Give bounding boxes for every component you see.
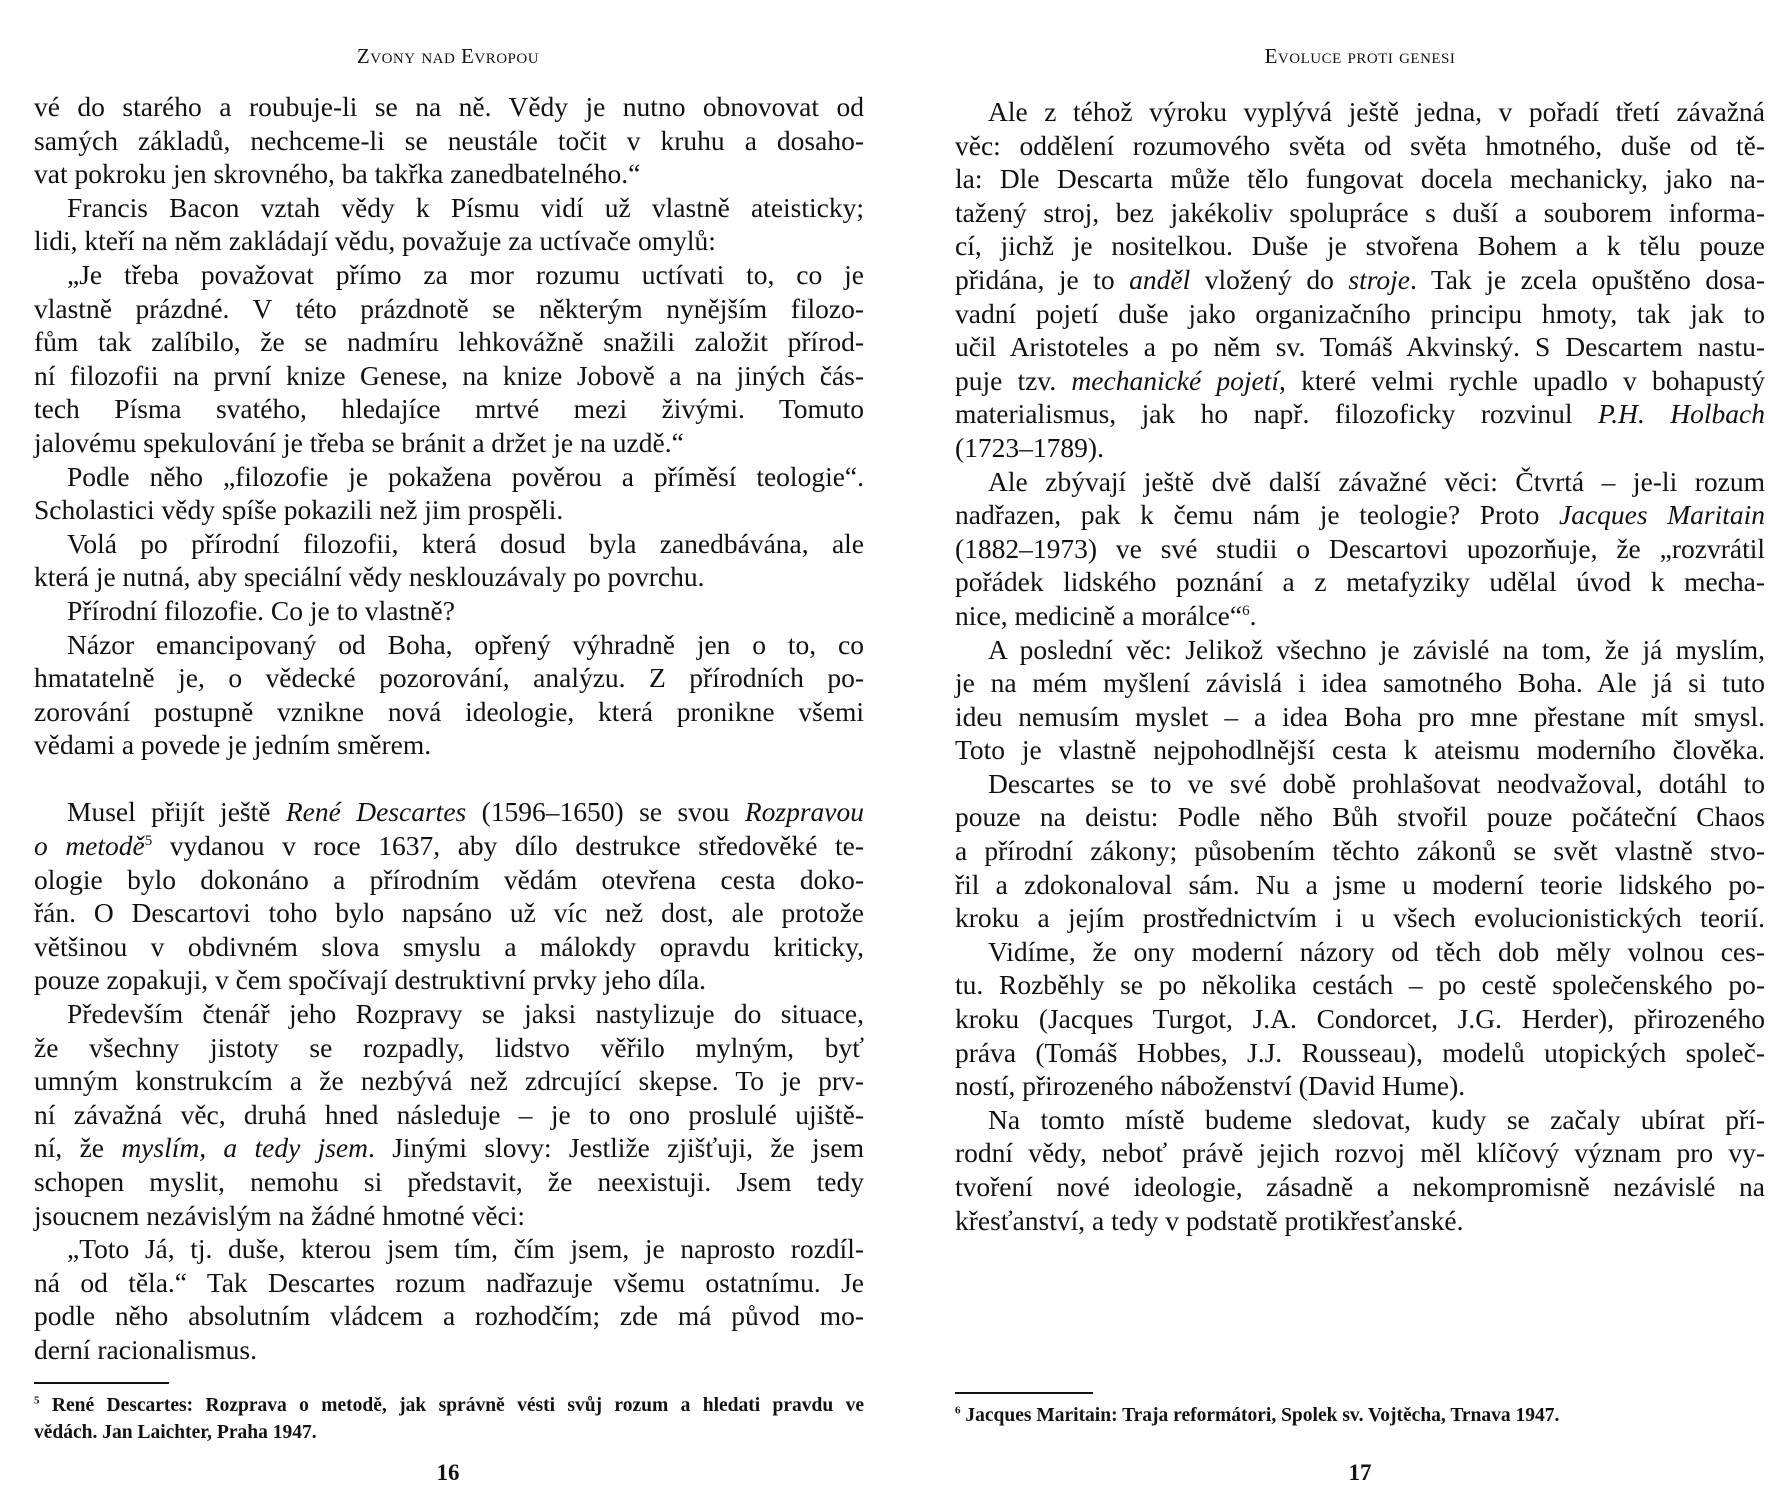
- text-line: ideu nemusím myslet – a idea Boha pro mne přestane mít smysl.: [955, 700, 1765, 732]
- text-line: řil a zdokonaloval sám. Nu a jsme u moderní teorie lidského po-: [955, 868, 1765, 900]
- text-line: umným konstrukcím a že nezbývá než zdrcující skepse. To je prv-: [34, 1065, 864, 1097]
- text-run: (1596–1650) se svou: [466, 796, 745, 828]
- text-line: schopen myslit, nemohu si představit, že neexistuji. Jsem tedy: [34, 1166, 864, 1197]
- text-line: Ale z téhož výroku vyplývá ještě jedna, v pořadí třetí závažná: [988, 96, 1765, 127]
- text-line: ností, přirozeného náboženství (David Hume).: [955, 1070, 1466, 1102]
- text-run: nadřazen, pak k čemu nám je teologie? Proto: [955, 499, 1559, 531]
- text-run: puje tzv.: [955, 364, 1072, 396]
- italic-run: Rozpravou: [744, 796, 864, 828]
- text-line: la: Dle Descarta může tělo fungovat docela mechanicky, jako na-: [955, 163, 1765, 195]
- text-line: Především čtenář jeho Rozpravy se jaksi nastylizuje do situace,: [67, 998, 864, 1030]
- italic-run: mechanické pojetí: [1071, 364, 1280, 396]
- running-head: Evoluce proti genesi: [1264, 44, 1456, 68]
- text-line: Descartes se to ve své době prohlašovat neodvažoval, dotáhl to: [988, 767, 1765, 799]
- text-line: [34, 829, 864, 863]
- running-head: Zvony nad Evropou: [356, 44, 540, 68]
- text-line: vědami a povede je jedním směrem.: [34, 729, 432, 761]
- italic-run: anděl: [1129, 263, 1191, 295]
- page-number: 16: [436, 1460, 460, 1485]
- text-line: [955, 397, 1765, 431]
- text-line: [34, 1131, 864, 1165]
- text-line: Názor emancipovaný od Boha, opřený výhradně jen o to, co: [67, 628, 864, 660]
- footnote-line: [955, 1402, 1765, 1429]
- text-run: Musel přijít ještě: [67, 796, 286, 828]
- text-line: pořádek lidského poznání a z metafyziky udělal úvod k mecha-: [955, 566, 1765, 598]
- text-line: tažený stroj, bez jakékoliv spolupráce s duší a souborem informa-: [955, 196, 1765, 228]
- text-line: [955, 498, 1765, 532]
- italic-run: myslím, a tedy jsem: [121, 1132, 368, 1164]
- text-run: vložený do: [1190, 263, 1349, 295]
- text-line: pouze zopakuji, v čem spočívají destruktivní prvky jeho díla.: [34, 964, 707, 996]
- italic-run: o metodě: [34, 830, 145, 862]
- text-line: Ale zbývají ještě dvě další závažné věci: Čtvrtá – je-li rozum: [988, 465, 1765, 497]
- right-page: [890, 0, 1780, 1500]
- text-run: vydanou v roce 1637, aby dílo destrukce středověké te-: [152, 830, 864, 862]
- text-line: (1882–1973) ve své studii o Descartovi upozorňuje, že „rozvrátil: [955, 532, 1765, 564]
- text-line: [955, 263, 1765, 297]
- text-line: derní racionalismus.: [34, 1333, 257, 1365]
- text-line: křesťanství, a tedy v podstatě protikřesťanské.: [955, 1204, 1464, 1236]
- footnote-marker: 6: [1242, 602, 1250, 619]
- text-line: tvoření nové ideologie, zásadně a nekompromisně nezávislé na: [955, 1171, 1765, 1202]
- footnote-rule: [34, 1382, 169, 1384]
- text-line: kroku a jejím prostřednictvím i u všech evolucionistických teorií.: [955, 902, 1765, 934]
- text-line: ologie bylo dokonáno a přírodním vědám otevřena cesta doko-: [34, 863, 864, 895]
- text-run: , které velmi rychle upadlo v bohapustý: [1279, 364, 1765, 396]
- text-line: ní závažná věc, druhá hned následuje – je to ono proslulé ujiště-: [34, 1098, 864, 1130]
- text-line: práva (Tomáš Hobbes, J.J. Rousseau), modelů utopických společ-: [955, 1036, 1765, 1068]
- text-line: vadní pojetí duše jako organizačního principu hmoty, tak jak to: [955, 297, 1765, 329]
- body-text: [34, 90, 864, 1367]
- footnote-number: 5: [34, 1394, 40, 1407]
- italic-run: René Descartes: [285, 796, 467, 828]
- text-line: Scholastici vědy spíše pokazili než jim prospěli.: [34, 494, 564, 526]
- text-line: cí, jichž je nositelkou. Duše je stvořena Bohem a k tělu pouze: [955, 230, 1765, 262]
- text-line: věc: oddělení rozumového světa od světa hmotného, duše od tě-: [955, 129, 1765, 161]
- text-line: Přírodní filozofie. Co je to vlastně?: [67, 594, 455, 626]
- text-line: Vidíme, že ony moderní názory od těch dob měly volnou ces-: [988, 935, 1765, 967]
- text-line: podle něho absolutním vládcem a rozhodčím; zde má původ mo-: [34, 1300, 864, 1332]
- text-line: tech Písma svatého, hledajíce mrtvé mezi živými. Tomuto: [34, 393, 864, 425]
- paragraph-gap: [34, 762, 864, 796]
- text-line: „Toto Já, tj. duše, kterou jsem tím, čím jsem, je naprosto rozdíl-: [67, 1233, 864, 1265]
- text-line: hmatatelně je, o vědecké pozorování, analýzu. Z přírodních po-: [34, 662, 864, 694]
- text-line: jsoucnem nezávislým na žádné hmotné věci:: [34, 1199, 526, 1231]
- text-line: ní filozofii na první knize Genese, na knize Jobově a na jiných čás-: [34, 359, 864, 391]
- text-line: „Je třeba považovat přímo za mor rozumu uctívati to, co je: [67, 258, 864, 290]
- text-line: vat pokroku jen skrovného, ba takřka zanedbatelného.“: [34, 158, 641, 190]
- text-line: tu. Rozběhly se po několika cestách – po cestě společenského po-: [955, 969, 1765, 1001]
- footnotes: [34, 1382, 864, 1446]
- text-line: Francis Bacon vztah vědy k Písmu vidí už vlastně ateisticky;: [67, 191, 864, 223]
- footnote-text: vědách. Jan Laichter, Praha 1947.: [34, 1422, 317, 1443]
- text-line: řán. O Descartovi toho bylo napsáno už víc než dost, ale protože: [34, 897, 864, 929]
- text-line: samých základů, nechceme-li se neustále točit v kruhu a dosaho-: [34, 124, 864, 156]
- text-line: vlastně prázdné. V této prázdnotě se některým nynějším filozo-: [34, 292, 864, 324]
- text-run: nice, medicině a morálce“: [955, 599, 1243, 631]
- text-line: A poslední věc: Jelikož všechno je závislé na tom, že já myslím,: [988, 633, 1765, 665]
- text-line: [955, 364, 1765, 398]
- text-line: většinou v obdivném slova smyslu a málokdy opravdu kriticky,: [34, 930, 864, 962]
- body-text: [955, 95, 1765, 1237]
- footnote-number: 6: [955, 1404, 961, 1417]
- text-line: zorování postupně vznikne nová ideologie, která pronikne všemi: [34, 695, 864, 727]
- text-line: vé do starého a roubuje-li se na ně. Vědy je nutno obnovovat od: [34, 91, 864, 122]
- footnotes: [955, 1392, 1765, 1429]
- text-line: rodní vědy, neboť právě jejich rozvoj měl klíčový význam pro vy-: [955, 1137, 1765, 1169]
- text-line: kroku (Jacques Turgot, J.A. Condorcet, J.G. Herder), přirozeného: [955, 1003, 1765, 1035]
- footnote-text: Jacques Maritain: Traja reformátori, Spolek sv. Vojtěcha, Trnava 1947.: [965, 1405, 1560, 1426]
- text-run: .: [1249, 599, 1257, 631]
- text-line: Podle něho „filozofie je pokažena pověrou a příměsí teologie“.: [67, 460, 864, 492]
- footnote-text: René Descartes: Rozprava o metodě, jak správně vésti svůj rozum a hledati pravdu ve: [51, 1395, 865, 1416]
- footnote-line: [34, 1392, 864, 1419]
- text-line: a přírodní zákony; působením těchto zákonů se svět vlastně stvo-: [955, 835, 1765, 867]
- italic-run: Jacques Maritain: [1558, 499, 1765, 531]
- footnote: [34, 1392, 864, 1446]
- text-line: lidi, kteří na něm zakládají vědu, považuje za uctívače omylů:: [34, 225, 716, 257]
- footnote: [955, 1402, 1765, 1429]
- text-run: . Tak je zcela opuštěno dosa-: [1410, 263, 1765, 295]
- footnote-marker: 5: [144, 832, 153, 849]
- text-run: materialismus, jak ho např. filozoficky rozvinul: [955, 398, 1598, 430]
- page-number: 17: [1348, 1460, 1372, 1485]
- text-line: je na mém myšlení závislá i idea samotného Boha. Ale já si tuto: [955, 667, 1765, 699]
- text-line: [955, 599, 1765, 633]
- text-line: jalovému spekulování je třeba se bránit a držet je na uzdě.“: [34, 426, 684, 458]
- italic-run: stroje: [1348, 263, 1410, 295]
- footnote-rule: [955, 1392, 1093, 1394]
- text-line: (1723–1789).: [955, 431, 1104, 463]
- text-line: pouze na deistu: Podle něho Bůh stvořil pouze počáteční Chaos: [955, 801, 1765, 833]
- text-line: Na tomto místě budeme sledovat, kudy se začaly ubírat pří-: [988, 1103, 1765, 1135]
- text-line: která je nutná, aby speciální vědy nesklouzávaly po povrchu.: [34, 561, 705, 593]
- footnote-line: [34, 1419, 864, 1446]
- text-run: přidána, je to: [955, 263, 1130, 295]
- text-run: . Jinými slovy: Jestliže zjišťuji, že jsem: [368, 1132, 864, 1164]
- text-line: fům tak zalíbilo, že se nadmíru lehkovážně snažili založit přírod-: [34, 326, 864, 358]
- text-line: [34, 795, 864, 829]
- text-line: ná od těla.“ Tak Descartes rozum nadřazuje všemu ostatnímu. Je: [34, 1266, 864, 1298]
- text-line: že všechny jistoty se rozpadly, lidstvo věřilo mylným, byť: [34, 1031, 864, 1063]
- text-run: ní, že: [34, 1132, 122, 1164]
- text-line: učil Aristoteles a po něm sv. Tomáš Akvinský. S Descartem nastu-: [955, 331, 1765, 363]
- italic-run: P.H. Holbach: [1597, 398, 1765, 430]
- text-line: Toto je vlastně nejpohodlnější cesta k ateismu moderního člověka.: [955, 734, 1765, 766]
- text-line: Volá po přírodní filozofii, která dosud byla zanedbávána, ale: [67, 527, 864, 559]
